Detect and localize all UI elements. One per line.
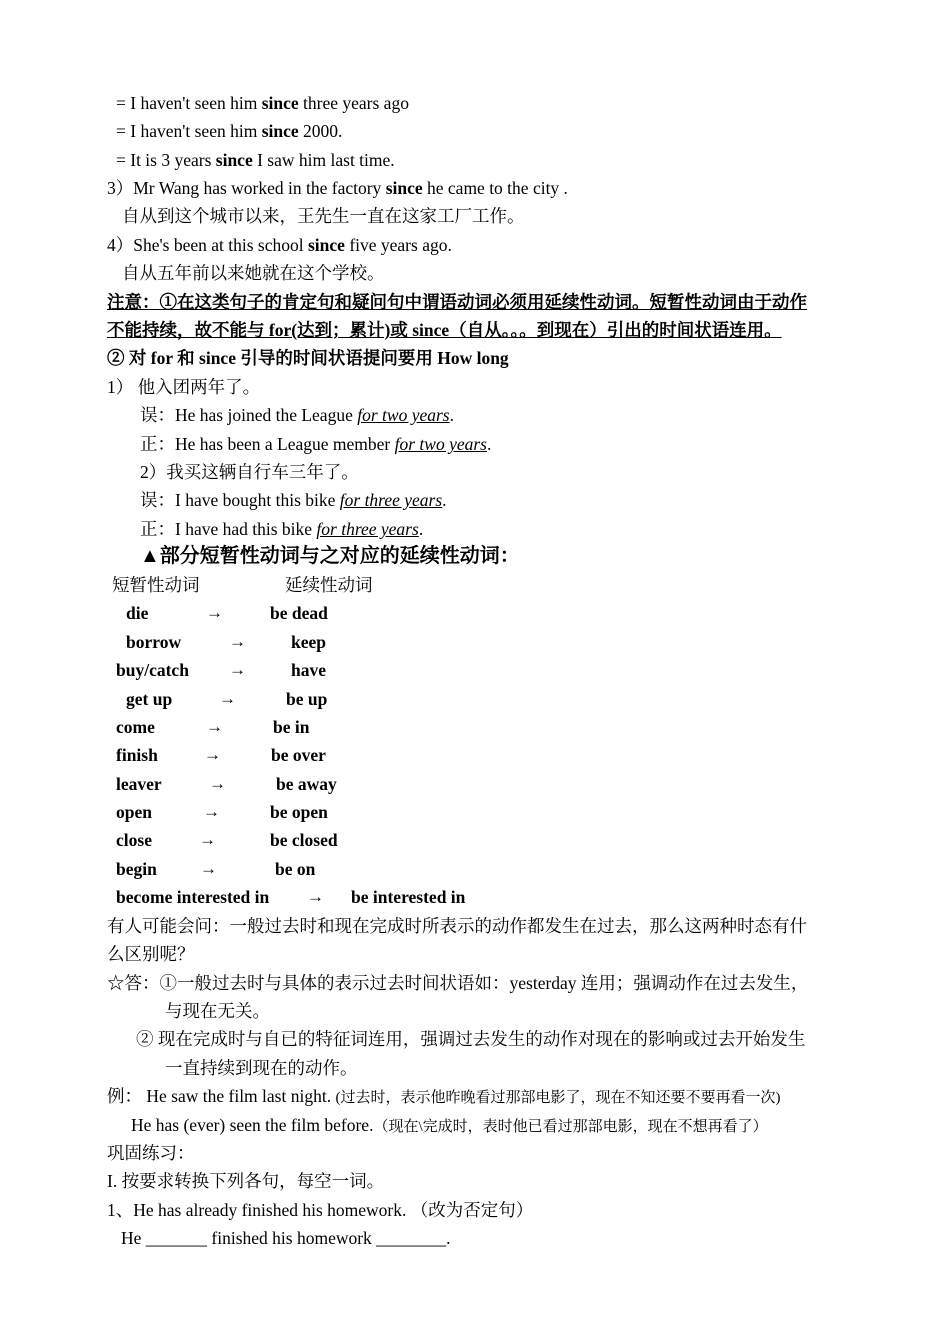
answer-1: ☆答：①一般过去时与具体的表示过去时间状语如：yesterday 连用；强调动作在过去发生， (107, 973, 809, 993)
long-verb-0: be dead (270, 603, 328, 623)
long-verb-9: be on (275, 859, 316, 879)
long-verb-1: keep (291, 632, 326, 652)
arrow-icon: → (206, 603, 223, 622)
arrow-icon: → (203, 802, 220, 821)
short-verb-8: close (116, 830, 152, 850)
arrow-icon: → (307, 887, 324, 906)
column-header-short: 短暂性动词 (112, 575, 200, 595)
short-verb-10: become interested in (116, 887, 270, 907)
long-verb-6: be away (276, 774, 337, 794)
comparison-example-2: He has (ever) seen the film before.（现在\完成时，表时他已看过那部电影，现在不想再看了） (131, 1115, 768, 1135)
arrow-icon: → (219, 689, 236, 708)
arrow-icon: → (229, 660, 246, 679)
long-verb-7: be open (270, 802, 328, 822)
practice-section: I. 按要求转换下列各句，每空一词。 (107, 1171, 385, 1191)
note-line-1: 注意：①在这类句子的肯定句和疑问句中谓语动词必须用延续性动词。短暂性动词由于动作 (107, 292, 807, 312)
translation-4: 自从到这个城市以来，王先生一直在这家工厂工作。 (122, 206, 525, 226)
short-verb-9: begin (116, 859, 157, 879)
long-verb-2: have (291, 660, 326, 680)
answer-2: ② 现在完成时与自已的特征词连用，强调过去发生的动作对现在的影响或过去开始发生 (136, 1029, 806, 1049)
short-verb-7: open (116, 802, 152, 822)
example-1-right: 正：He has been a League member for two years. (140, 434, 492, 454)
arrow-icon: → (209, 774, 226, 793)
comparison-example-1: 例： He saw the film last night. (过去时，表示他昨晚看过那部电影了，现在不知还要不要再看一次) (107, 1086, 781, 1106)
since-example-3: = It is 3 years since I saw him last time. (116, 150, 395, 170)
example-1-wrong: 误：He has joined the League for two years. (140, 405, 454, 425)
long-verb-4: be in (273, 717, 310, 737)
since-example-4: 3）Mr Wang has worked in the factory since he came to the city . (107, 178, 568, 198)
short-verb-5: finish (116, 745, 158, 765)
answer-1-cont: 与现在无关。 (165, 1001, 270, 1021)
column-header-long: 延续性动词 (285, 575, 373, 595)
short-verb-6: leaver (116, 774, 162, 794)
arrow-icon: → (206, 717, 223, 736)
short-verb-4: come (116, 717, 155, 737)
long-verb-3: be up (286, 689, 328, 709)
practice-item-1: 1、He has already finished his homework. （改为否定句） (107, 1200, 534, 1220)
arrow-icon: → (200, 859, 217, 878)
since-example-2: = I haven't seen him since 2000. (116, 121, 343, 141)
arrow-icon: → (204, 745, 221, 764)
long-verb-8: be closed (270, 830, 338, 850)
long-verb-10: be interested in (351, 887, 466, 907)
short-verb-2: buy/catch (116, 660, 189, 680)
example-2-wrong: 误：I have bought this bike for three years. (140, 490, 447, 510)
practice-title: 巩固练习： (107, 1143, 195, 1163)
example-1-title: 1） 他入团两年了。 (107, 377, 261, 397)
question-line-2: 么区别呢？ (107, 944, 195, 964)
short-verb-1: borrow (126, 632, 182, 652)
long-verb-5: be over (271, 745, 326, 765)
arrow-icon: → (199, 830, 216, 849)
since-example-1: = I haven't seen him since three years ago (116, 93, 409, 113)
verb-table-heading: ▲部分短暂性动词与之对应的延续性动词： (140, 545, 520, 567)
arrow-icon: → (229, 632, 246, 651)
answer-2-cont: 一直持续到现在的动作。 (165, 1058, 358, 1078)
example-2-title: 2）我买这辆自行车三年了。 (140, 462, 359, 482)
question-line-1: 有人可能会问：一般过去时和现在完成时所表示的动作都发生在过去，那么这两种时态有什 (107, 916, 807, 936)
short-verb-3: get up (126, 689, 173, 709)
translation-5: 自从五年前以来她就在这个学校。 (122, 263, 385, 283)
note-line-3: ② 对 for 和 since 引导的时间状语提问要用 How long (107, 348, 509, 368)
short-verb-0: die (126, 603, 149, 623)
since-example-5: 4）She's been at this school since five years ago. (107, 235, 452, 255)
note-line-2: 不能持续，故不能与 for(达到；累计)或 since（自从。。。到现在）引出的时间状语连用。 (107, 320, 782, 340)
practice-item-1-answer: He _______ finished his homework ________. (121, 1228, 451, 1248)
example-2-right: 正：I have had this bike for three years. (140, 519, 424, 539)
